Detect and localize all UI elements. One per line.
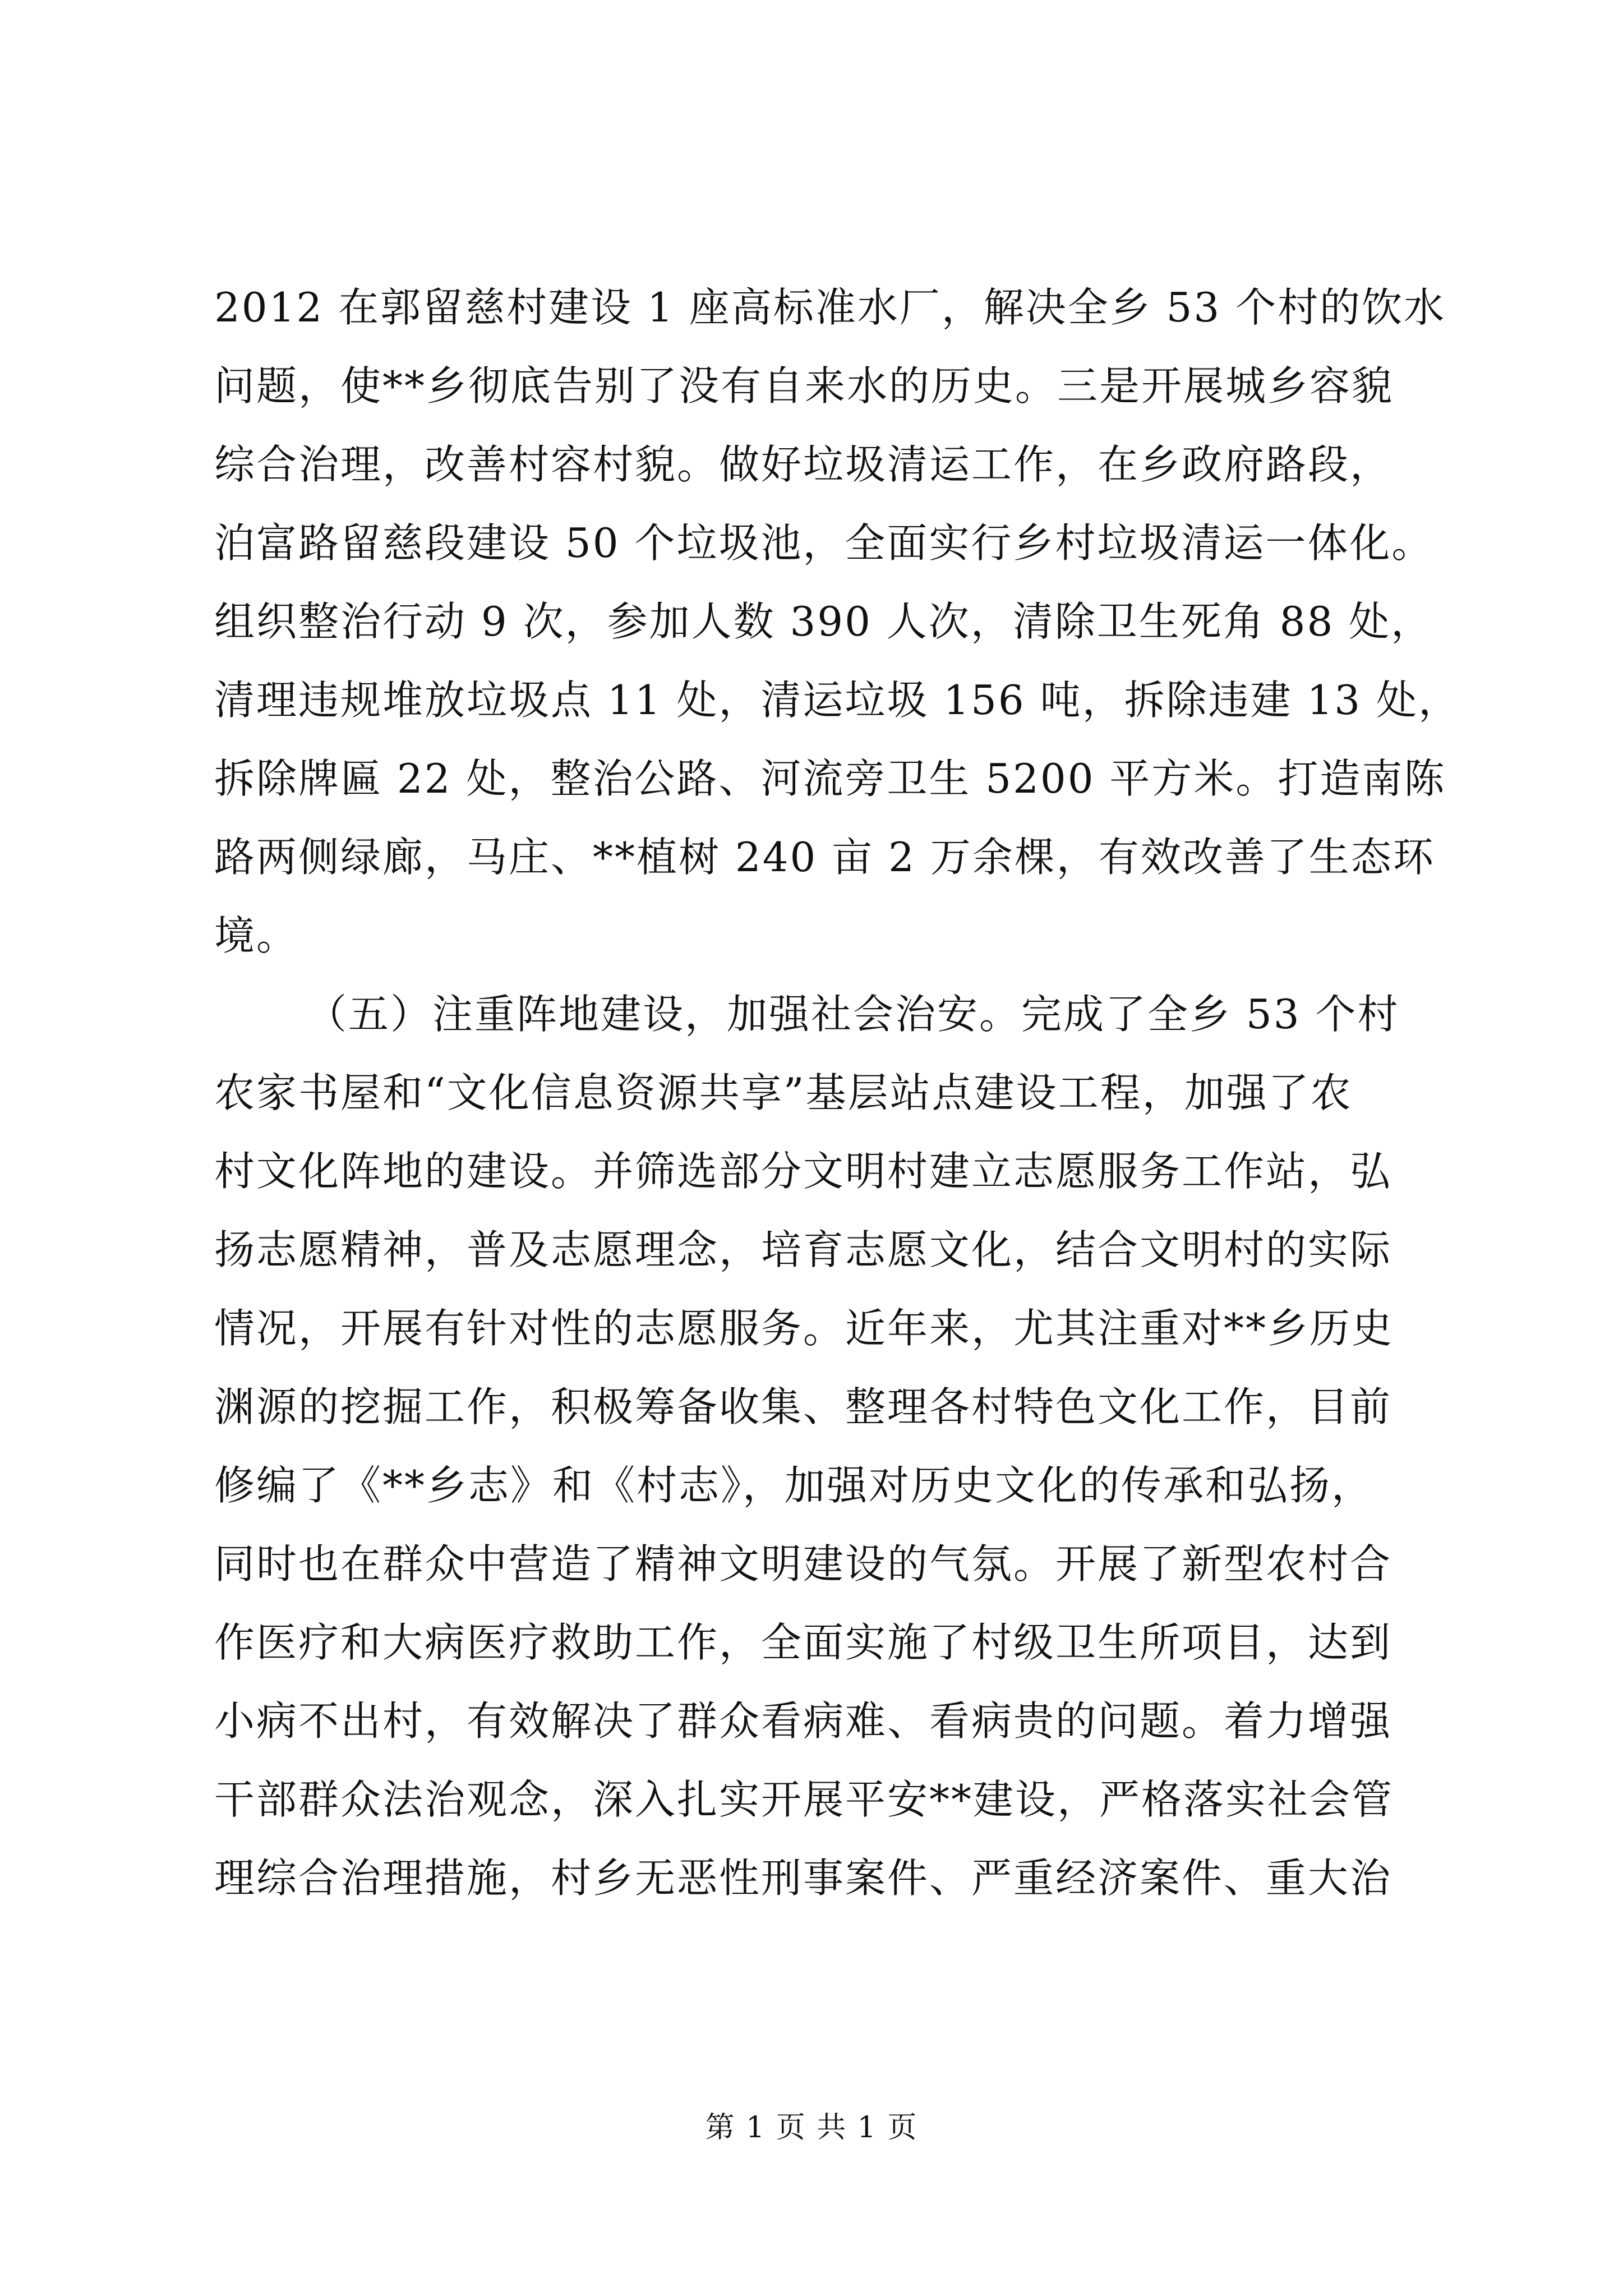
text-line: 情况，开展有针对性的志愿服务。近年来，尤其注重对**乡历史 [214,1305,1394,1352]
text-line: 2012 在郭留慈村建设 1 座高标准水厂，解决全乡 53 个村的饮水 [214,284,1446,331]
text-line: 综合治理，改善村容村貌。做好垃圾清运工作，在乡政府路段， [214,441,1393,488]
page-footer: 第 1 页 共 1 页 [705,2111,918,2145]
paragraph-heading-line: （五）注重阵地建设，加强社会治安。完成了全乡 53 个村 [306,991,1400,1038]
text-line: 清理违规堆放垃圾点 11 处，清运垃圾 156 吨，拆除违建 13 处， [214,677,1460,724]
text-line: 同时也在群众中营造了精神文明建设的气氛。开展了新型农村合 [214,1540,1393,1588]
text-line: 渊源的挖掘工作，积极筹备收集、整理各村特色文化工作，目前 [214,1383,1393,1430]
text-line: 理综合治理措施，村乡无恶性刑事案件、严重经济案件、重大治 [214,1855,1393,1902]
text-line: 泊富路留慈段建设 50 个垃圾池，全面实行乡村垃圾清运一体化。 [214,519,1434,567]
text-line: 拆除牌匾 22 处，整治公路、河流旁卫生 5200 平方米。打造南陈 [214,755,1446,802]
text-line: 境。 [214,912,299,959]
text-line: 路两侧绿廊，马庄、**植树 240 亩 2 万余棵，有效改善了生态环 [214,834,1435,881]
body-text [214,268,1460,1917]
text-line: 组织整治行动 9 次，参加人数 390 人次，清除卫生死角 88 处， [214,598,1433,645]
text-line: 扬志愿精神，普及志愿理念，培育志愿文化，结合文明村的实际 [214,1226,1393,1273]
text-line: 农家书屋和“文化信息资源共享”基层站点建设工程，加强了农 [214,1069,1353,1116]
text-line: 修编了《**乡志》和《村志》，加强对历史文化的传承和弘扬， [214,1462,1374,1509]
text-line: 作医疗和大病医疗救助工作，全面实施了村级卫生所项目，达到 [214,1619,1393,1666]
text-line: 村文化阵地的建设。并筛选部分文明村建立志愿服务工作站，弘 [214,1148,1393,1195]
text-line: 干部群众法治观念，深入扎实开展平安**建设，严格落实社会管 [214,1776,1394,1823]
text-line: 小病不出村，有效解决了群众看病难、看病贵的问题。着力增强 [214,1697,1393,1745]
text-line: 问题，使**乡彻底告别了没有自来水的历史。三是开展城乡容貌 [214,362,1394,409]
